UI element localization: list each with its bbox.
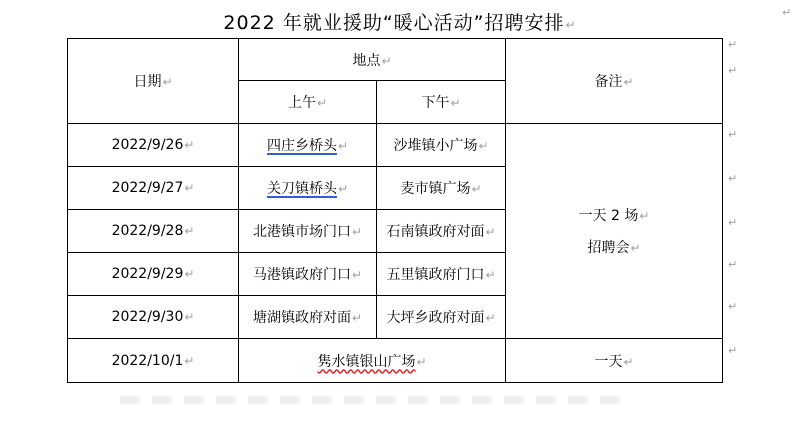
afternoon-location-cell [377, 296, 506, 339]
remark-text: 一天 [594, 353, 623, 370]
header-morning-label: 上午 [287, 95, 316, 111]
remark-line-1: 一天 2 场 [578, 208, 639, 224]
morning-location-text: 塘湖镇政府对面 [252, 310, 351, 326]
paragraph-mark-icon: ↵ [478, 139, 489, 153]
paragraph-mark-icon: ↵ [351, 268, 363, 282]
morning-location-cell [239, 253, 377, 296]
afternoon-location-cell [377, 167, 506, 210]
morning-location-cell [239, 210, 377, 253]
paragraph-mark-icon: ↵ [471, 182, 482, 196]
date-text: 2022/9/29 [111, 266, 184, 282]
schedule-table [67, 38, 723, 383]
combined-location-text: 隽水镇银山广场 [317, 353, 416, 370]
paragraph-mark-icon: ↵ [351, 311, 363, 325]
afternoon-location-text: 麦市镇广场 [400, 181, 471, 197]
date-text: 2022/10/1 [111, 352, 184, 369]
morning-location-text: 北港镇市场门口 [252, 224, 351, 240]
date-text: 2022/9/30 [111, 309, 184, 325]
morning-location-cell [239, 124, 377, 167]
morning-location-text: 关刀镇桥头 [266, 181, 337, 197]
paragraph-mark-icon: ↵ [782, 6, 792, 19]
paragraph-mark-icon: ↵ [728, 64, 738, 77]
afternoon-location-cell [377, 253, 506, 296]
paragraph-mark-icon: ↵ [623, 75, 634, 89]
paragraph-mark-icon: ↵ [485, 225, 496, 239]
paragraph-mark-icon: ↵ [184, 224, 195, 238]
paragraph-mark-icon: ↵ [639, 209, 650, 223]
paragraph-mark-icon: ↵ [184, 138, 195, 152]
afternoon-location-cell [377, 210, 506, 253]
table-row [68, 124, 723, 167]
header-remark-cell [506, 39, 723, 124]
morning-location-cell [239, 167, 377, 210]
afternoon-location-cell [377, 124, 506, 167]
paragraph-mark-icon: ↵ [184, 310, 195, 324]
header-date-label: 日期 [133, 74, 162, 90]
remark-cell [506, 339, 723, 383]
header-afternoon-cell [377, 81, 506, 124]
remark-spacer [506, 225, 722, 237]
paragraph-mark-icon: ↵ [337, 139, 349, 153]
document-title [0, 8, 800, 35]
date-text: 2022/9/27 [111, 180, 184, 196]
afternoon-location-text: 石南镇政府对面 [386, 224, 485, 240]
date-text: 2022/9/26 [111, 137, 184, 153]
header-morning-cell [239, 81, 377, 124]
paragraph-mark-icon: ↵ [485, 268, 496, 282]
date-cell [68, 296, 239, 339]
paragraph-mark-icon: ↵ [728, 128, 738, 141]
paragraph-mark-icon: ↵ [565, 18, 577, 32]
paragraph-mark-icon: ↵ [485, 311, 496, 325]
paragraph-mark-icon: ↵ [162, 75, 173, 89]
header-remark-label: 备注 [594, 74, 623, 90]
paragraph-mark-icon: ↵ [316, 96, 328, 110]
paragraph-mark-icon: ↵ [728, 216, 738, 229]
header-afternoon-label: 下午 [421, 95, 450, 111]
paragraph-mark-icon: ↵ [728, 258, 738, 271]
date-cell [68, 253, 239, 296]
afternoon-location-text: 五里镇政府门口 [386, 267, 485, 283]
paragraph-mark-icon: ↵ [728, 38, 738, 51]
date-text: 2022/9/28 [111, 223, 184, 239]
table-header-row [68, 39, 723, 81]
remark-group-cell [506, 124, 723, 339]
paragraph-mark-icon: ↵ [337, 182, 349, 196]
paragraph-mark-icon: ↵ [184, 353, 195, 368]
document-title-text: 2022 年就业援助“暖心活动”招聘安排 [223, 12, 565, 34]
morning-location-text: 马港镇政府门口 [252, 267, 351, 283]
paragraph-mark-icon: ↵ [728, 300, 738, 313]
paragraph-mark-icon: ↵ [630, 241, 641, 255]
afternoon-location-text: 沙堆镇小广场 [393, 138, 478, 154]
paragraph-mark-icon: ↵ [416, 354, 427, 369]
paragraph-mark-icon: ↵ [351, 225, 363, 239]
date-cell [68, 124, 239, 167]
paragraph-mark-icon: ↵ [450, 96, 461, 110]
date-cell [68, 167, 239, 210]
combined-location-cell [239, 339, 506, 383]
remark-line-2: 招聘会 [587, 240, 630, 256]
paragraph-mark-icon: ↵ [728, 344, 738, 357]
date-cell [68, 339, 239, 383]
paragraph-mark-icon: ↵ [184, 181, 195, 195]
header-date-cell [68, 39, 239, 124]
faded-text-line [120, 396, 620, 404]
paragraph-mark-icon: ↵ [623, 354, 634, 369]
morning-location-text: 四庄乡桥头 [266, 138, 337, 154]
date-cell [68, 210, 239, 253]
table-row-last [68, 339, 723, 383]
afternoon-location-text: 大坪乡政府对面 [386, 310, 485, 326]
header-location-label: 地点 [352, 52, 381, 69]
paragraph-mark-icon: ↵ [728, 172, 738, 185]
header-location-cell [239, 39, 506, 81]
paragraph-mark-icon: ↵ [381, 53, 392, 68]
morning-location-cell [239, 296, 377, 339]
paragraph-mark-icon: ↵ [184, 267, 195, 281]
